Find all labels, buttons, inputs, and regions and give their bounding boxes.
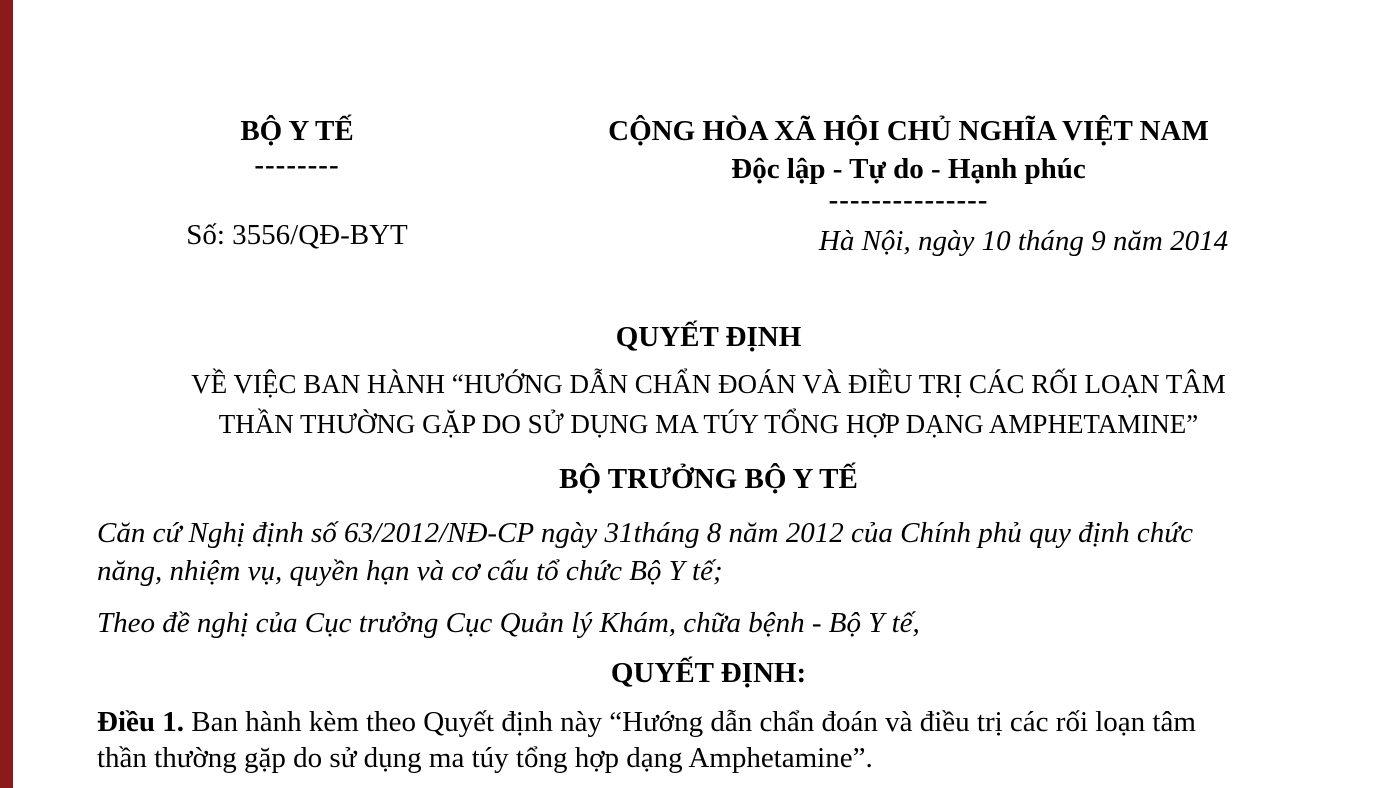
document-title: QUYẾT ĐỊNH	[615, 321, 802, 353]
motto-divider-dashes: ---------------	[828, 184, 989, 216]
recital-2-line-1: Theo đề nghị của Cục trưởng Cục Quản lý Khám, chữa bệnh - Bộ Y tế,	[97, 607, 920, 639]
decision-heading: QUYẾT ĐỊNH:	[610, 657, 807, 689]
subtitle-line-1: VỀ VIỆC BAN HÀNH “HƯỚNG DẪN CHẨN ĐOÁN VÀ ĐIỀU TRỊ CÁC RỐI LOẠN TÂM	[191, 369, 1226, 399]
article-1-label: Điều 1.	[97, 706, 184, 738]
national-motto: Độc lập - Tự do - Hạnh phúc	[731, 153, 1086, 185]
article-1-text-part-1: Ban hành kèm theo Quyết định này “Hướng dẫn chẩn đoán và điều trị các rối loạn tâm	[184, 706, 1196, 738]
document-number: Số: 3556/QĐ-BYT	[186, 219, 408, 251]
issuing-org-block	[97, 112, 497, 254]
document-header	[97, 112, 1320, 260]
recital-paragraph-2	[97, 604, 1320, 642]
subtitle-line-2: THẦN THƯỜNG GẶP DO SỬ DỤNG MA TÚY TỔNG HỢP DẠNG AMPHETAMINE”	[218, 409, 1199, 439]
place-and-date-line: Hà Nội, ngày 10 tháng 9 năm 2014	[818, 225, 1229, 257]
issuing-org-name: BỘ Y TẾ	[240, 115, 354, 147]
recital-1-line-1: Căn cứ Nghị định số 63/2012/NĐ-CP ngày 31tháng 8 năm 2012 của Chính phủ quy định chức	[97, 517, 1193, 549]
article-1-paragraph	[97, 704, 1320, 776]
recital-1-line-2: năng, nhiệm vụ, quyền hạn và cơ cấu tổ chức Bộ Y tế;	[97, 555, 723, 587]
article-1-line-1	[97, 704, 1320, 740]
article-1-line-2: thần thường gặp do sử dụng ma túy tổng hợp dạng Amphetamine”.	[97, 742, 873, 774]
org-divider-dashes: --------	[254, 149, 340, 181]
recital-paragraph-1	[97, 514, 1320, 590]
country-name: CỘNG HÒA XÃ HỘI CHỦ NGHĨA VIỆT NAM	[608, 115, 1209, 147]
national-header-block	[497, 112, 1320, 260]
document-subtitle	[97, 364, 1320, 444]
issuer-heading: BỘ TRƯỞNG BỘ Y TẾ	[559, 463, 858, 495]
